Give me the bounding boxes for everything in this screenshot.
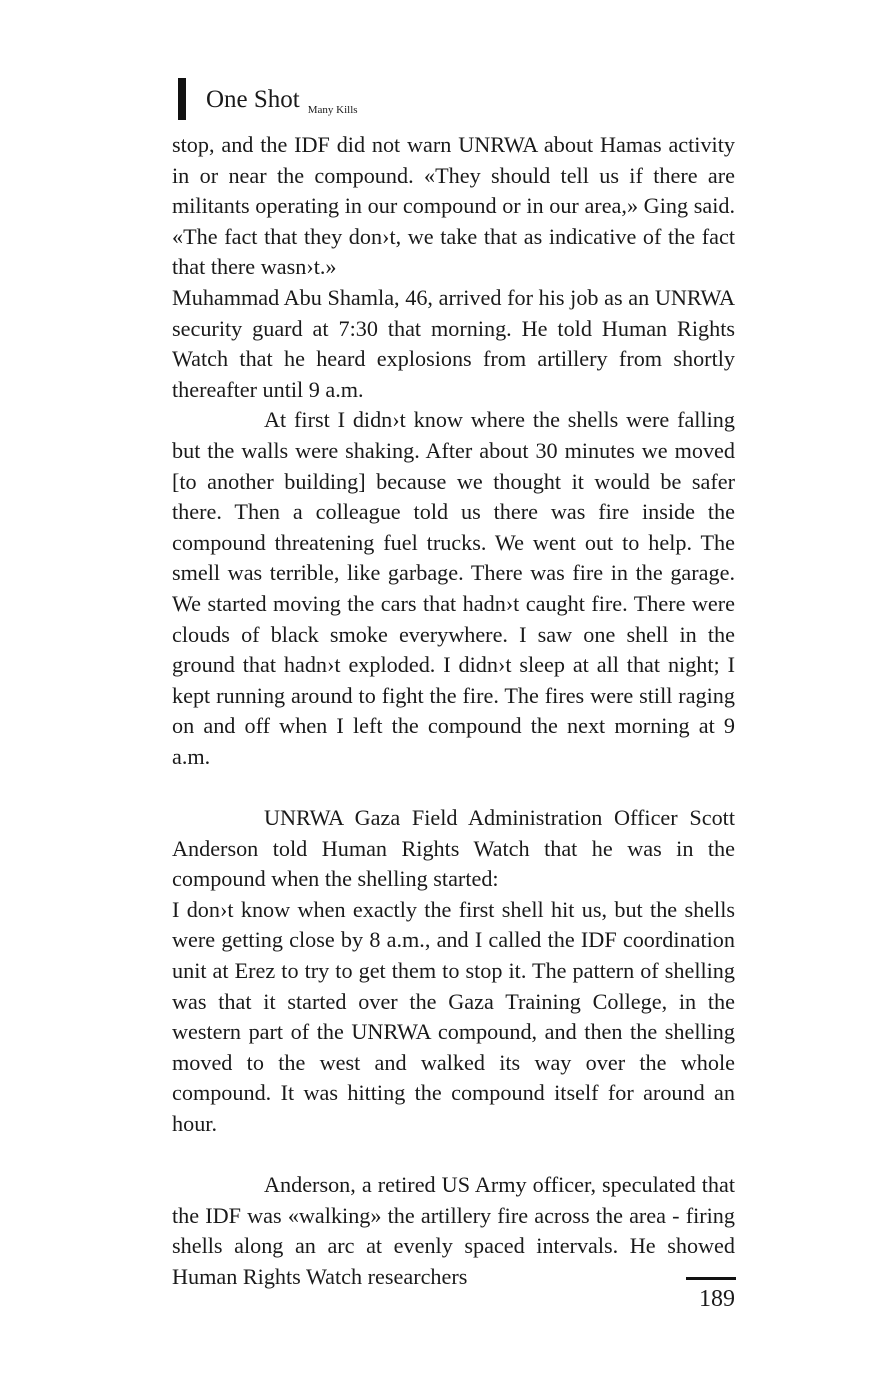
paragraph: UNRWA Gaza Field Administration Officer Scott Anderson told Human Rights Watch that he was in the compound when the shelling started:	[172, 805, 735, 892]
body-text	[172, 130, 735, 1293]
running-header	[178, 80, 358, 120]
paragraph: Muhammad Abu Shamla, 46, arrived for his job as an UNRWA security guard at 7:30 that morning. He told Human Rights Watch that he heard explosions from artillery from shortly thereafter until 9 a.m.	[172, 284, 735, 402]
footer-rule	[686, 1277, 736, 1280]
paragraph: Anderson, a retired US Army officer, speculated that the IDF was «walking» the artillery fire across the area - firing shells along an arc at evenly spaced intervals. He showed Human Rights Watch researchers	[172, 1172, 735, 1289]
block-quote: I don›t know when exactly the first shell hit us, but the shells were getting close by 8 a.m., and I called the IDF coordination unit at Erez to try to get them to stop it. The pattern of shelling was that it started over the Gaza Training College, in the western part of the UNRWA compound, and then the shelling moved to the west and walked its way over the whole compound. It was hitting the compound itself for around an hour.	[172, 896, 735, 1136]
page-number: 189	[699, 1286, 735, 1312]
book-title: One Shot	[206, 86, 300, 113]
block-quote: At first I didn›t know where the shells were falling but the walls were shaking. After about 30 minutes we moved [to another building] because we thought it would be safer there. Then a colleague told us there was fire inside the compound threatening fuel trucks. We went out to help. The smell was terrible, like garbage. There was fire in the garage. We started moving the cars that hadn›t caught fire. There were clouds of black smoke everywhere. I saw one shell in the ground that hadn›t exploded. I didn›t sleep at all that night; I kept running around to fight the fire. The fires were still raging on and off when I left the compound the next morning at 9 a.m.	[172, 407, 735, 769]
paragraph: stop, and the IDF did not warn UNRWA about Hamas activity in or near the compound. «They should tell us if there are militants operating in our compound or in our area,» Ging said. «The fact that they don›t, we take that as indicative of the fact that there wasn›t.»	[172, 132, 735, 280]
header-bar	[178, 78, 186, 120]
book-subtitle: Many Kills	[307, 104, 358, 116]
